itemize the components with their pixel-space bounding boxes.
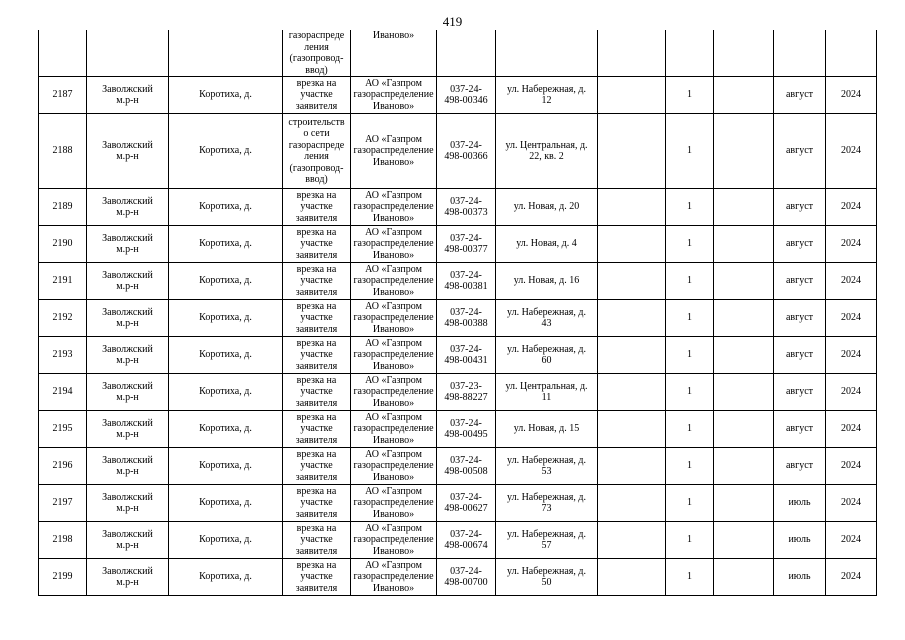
cell-locality: Коротиха, д. (169, 263, 283, 300)
cell-count: 1 (666, 77, 714, 114)
cell-empty (714, 448, 774, 485)
cell-work-type: врезка на участке заявителя (283, 263, 351, 300)
cell-address: ул. Набережная, д. 53 (496, 448, 598, 485)
cell-year: 2024 (826, 374, 877, 411)
table-row (39, 300, 877, 337)
cell-empty (598, 263, 666, 300)
cell-empty (714, 30, 774, 77)
cell-month: август (774, 263, 826, 300)
cell-num: 2189 (39, 189, 87, 226)
table-row (39, 226, 877, 263)
cell-empty (714, 374, 774, 411)
cell-num: 2199 (39, 559, 87, 596)
cell-address: ул. Новая, д. 16 (496, 263, 598, 300)
cell-empty (598, 411, 666, 448)
cell-empty (598, 30, 666, 77)
cell-count: 1 (666, 337, 714, 374)
cell-month: август (774, 337, 826, 374)
cell-year: 2024 (826, 559, 877, 596)
cell-district (87, 30, 169, 77)
cell-empty (714, 77, 774, 114)
cell-work-type: врезка на участке заявителя (283, 77, 351, 114)
cell-locality: Коротиха, д. (169, 226, 283, 263)
cell-locality (169, 30, 283, 77)
cell-locality: Коротиха, д. (169, 114, 283, 189)
table-row (39, 337, 877, 374)
cell-empty (598, 337, 666, 374)
cell-count: 1 (666, 114, 714, 189)
cell-month: август (774, 114, 826, 189)
cell-month: август (774, 448, 826, 485)
cell-address: ул. Центральная, д. 11 (496, 374, 598, 411)
cell-year (826, 30, 877, 77)
cell-organization: АО «Газпром газораспределение Иваново» (351, 374, 437, 411)
cell-address: ул. Новая, д. 20 (496, 189, 598, 226)
cell-locality: Коротиха, д. (169, 189, 283, 226)
cell-district: Заволжский м.р-н (87, 189, 169, 226)
cell-district: Заволжский м.р-н (87, 448, 169, 485)
cell-address: ул. Новая, д. 4 (496, 226, 598, 263)
cell-district: Заволжский м.р-н (87, 485, 169, 522)
cell-num: 2197 (39, 485, 87, 522)
cell-address: ул. Набережная, д. 60 (496, 337, 598, 374)
cell-count: 1 (666, 411, 714, 448)
cell-year: 2024 (826, 411, 877, 448)
cell-empty (598, 300, 666, 337)
cell-address: ул. Набережная, д. 50 (496, 559, 598, 596)
cell-num (39, 30, 87, 77)
cell-month: август (774, 411, 826, 448)
table-row (39, 485, 877, 522)
cell-district: Заволжский м.р-н (87, 300, 169, 337)
cell-code: 037-24- 498-00495 (437, 411, 496, 448)
cell-num: 2191 (39, 263, 87, 300)
cell-organization: АО «Газпром газораспределение Иваново» (351, 114, 437, 189)
cell-empty (598, 114, 666, 189)
cell-empty (598, 226, 666, 263)
table-row (39, 374, 877, 411)
cell-year: 2024 (826, 226, 877, 263)
cell-empty (598, 485, 666, 522)
cell-count: 1 (666, 448, 714, 485)
cell-num: 2196 (39, 448, 87, 485)
cell-empty (714, 485, 774, 522)
cell-year: 2024 (826, 337, 877, 374)
cell-code (437, 30, 496, 77)
table-row (39, 263, 877, 300)
cell-work-type: врезка на участке заявителя (283, 522, 351, 559)
cell-year: 2024 (826, 522, 877, 559)
cell-code: 037-24- 498-00366 (437, 114, 496, 189)
cell-organization: АО «Газпром газораспределение Иваново» (351, 300, 437, 337)
cell-code: 037-24- 498-00388 (437, 300, 496, 337)
cell-locality: Коротиха, д. (169, 77, 283, 114)
cell-address: ул. Новая, д. 15 (496, 411, 598, 448)
cell-work-type: врезка на участке заявителя (283, 374, 351, 411)
cell-district: Заволжский м.р-н (87, 411, 169, 448)
cell-code: 037-24- 498-00674 (437, 522, 496, 559)
cell-empty (598, 559, 666, 596)
cell-year: 2024 (826, 485, 877, 522)
cell-count: 1 (666, 485, 714, 522)
cell-code: 037-23- 498-88227 (437, 374, 496, 411)
cell-work-type: врезка на участке заявителя (283, 559, 351, 596)
table-row (39, 189, 877, 226)
cell-empty (714, 263, 774, 300)
cell-organization: АО «Газпром газораспределение Иваново» (351, 559, 437, 596)
cell-organization: АО «Газпром газораспределение Иваново» (351, 189, 437, 226)
cell-locality: Коротиха, д. (169, 374, 283, 411)
cell-year: 2024 (826, 189, 877, 226)
cell-empty (714, 411, 774, 448)
cell-organization: АО «Газпром газораспределение Иваново» (351, 226, 437, 263)
table-row (39, 411, 877, 448)
cell-code: 037-24- 498-00377 (437, 226, 496, 263)
cell-num: 2188 (39, 114, 87, 189)
cell-num: 2194 (39, 374, 87, 411)
cell-code: 037-24- 498-00700 (437, 559, 496, 596)
cell-work-type: врезка на участке заявителя (283, 226, 351, 263)
cell-empty (714, 300, 774, 337)
cell-locality: Коротиха, д. (169, 485, 283, 522)
cell-organization: АО «Газпром газораспределение Иваново» (351, 77, 437, 114)
cell-locality: Коротиха, д. (169, 522, 283, 559)
cell-count: 1 (666, 522, 714, 559)
cell-month: август (774, 77, 826, 114)
cell-month: июль (774, 522, 826, 559)
cell-district: Заволжский м.р-н (87, 374, 169, 411)
cell-organization: АО «Газпром газораспределение Иваново» (351, 411, 437, 448)
cell-organization: АО «Газпром газораспределение Иваново» (351, 522, 437, 559)
cell-code: 037-24- 498-00381 (437, 263, 496, 300)
cell-address: ул. Набережная, д. 43 (496, 300, 598, 337)
cell-empty (714, 114, 774, 189)
cell-organization: Иваново» (351, 30, 437, 77)
cell-count: 1 (666, 300, 714, 337)
cell-month: август (774, 300, 826, 337)
cell-code: 037-24- 498-00627 (437, 485, 496, 522)
cell-empty (714, 559, 774, 596)
cell-count: 1 (666, 226, 714, 263)
cell-year: 2024 (826, 114, 877, 189)
cell-work-type: врезка на участке заявителя (283, 485, 351, 522)
cell-organization: АО «Газпром газораспределение Иваново» (351, 263, 437, 300)
cell-district: Заволжский м.р-н (87, 114, 169, 189)
cell-address (496, 30, 598, 77)
cell-num: 2195 (39, 411, 87, 448)
cell-count: 1 (666, 559, 714, 596)
cell-locality: Коротиха, д. (169, 337, 283, 374)
cell-organization: АО «Газпром газораспределение Иваново» (351, 448, 437, 485)
cell-num: 2198 (39, 522, 87, 559)
cell-district: Заволжский м.р-н (87, 77, 169, 114)
cell-address: ул. Набережная, д. 73 (496, 485, 598, 522)
cell-empty (598, 522, 666, 559)
table-row (39, 559, 877, 596)
cell-organization: АО «Газпром газораспределение Иваново» (351, 485, 437, 522)
cell-district: Заволжский м.р-н (87, 337, 169, 374)
cell-empty (598, 77, 666, 114)
cell-month: июль (774, 559, 826, 596)
cell-district: Заволжский м.р-н (87, 559, 169, 596)
table-row-continued (39, 30, 877, 77)
cell-month: август (774, 226, 826, 263)
cell-empty (714, 522, 774, 559)
registry-table (38, 30, 877, 596)
cell-year: 2024 (826, 300, 877, 337)
cell-empty (714, 337, 774, 374)
cell-year: 2024 (826, 448, 877, 485)
cell-district: Заволжский м.р-н (87, 263, 169, 300)
cell-organization: АО «Газпром газораспределение Иваново» (351, 337, 437, 374)
cell-count: 1 (666, 374, 714, 411)
cell-empty (714, 189, 774, 226)
cell-locality: Коротиха, д. (169, 448, 283, 485)
cell-work-type: строительств о сети газораспреде ления (газопровод- ввод) (283, 114, 351, 189)
cell-address: ул. Набережная, д. 12 (496, 77, 598, 114)
cell-month: август (774, 189, 826, 226)
cell-year: 2024 (826, 77, 877, 114)
cell-work-type: врезка на участке заявителя (283, 189, 351, 226)
cell-num: 2193 (39, 337, 87, 374)
cell-code: 037-24- 498-00431 (437, 337, 496, 374)
cell-locality: Коротиха, д. (169, 411, 283, 448)
cell-address: ул. Центральная, д. 22, кв. 2 (496, 114, 598, 189)
cell-work-type: газораспреде ления (газопровод- ввод) (283, 30, 351, 77)
page-number: 419 (442, 14, 463, 29)
cell-work-type: врезка на участке заявителя (283, 337, 351, 374)
cell-district: Заволжский м.р-н (87, 522, 169, 559)
cell-empty (714, 226, 774, 263)
cell-empty (598, 189, 666, 226)
table-row (39, 114, 877, 189)
cell-count: 1 (666, 263, 714, 300)
cell-empty (598, 374, 666, 411)
cell-code: 037-24- 498-00346 (437, 77, 496, 114)
table-row (39, 522, 877, 559)
cell-district: Заволжский м.р-н (87, 226, 169, 263)
cell-code: 037-24- 498-00373 (437, 189, 496, 226)
cell-work-type: врезка на участке заявителя (283, 448, 351, 485)
cell-work-type: врезка на участке заявителя (283, 411, 351, 448)
table-row (39, 77, 877, 114)
cell-num: 2192 (39, 300, 87, 337)
cell-count (666, 30, 714, 77)
cell-empty (598, 448, 666, 485)
cell-locality: Коротиха, д. (169, 300, 283, 337)
cell-month: август (774, 374, 826, 411)
cell-month (774, 30, 826, 77)
table-row (39, 448, 877, 485)
cell-work-type: врезка на участке заявителя (283, 300, 351, 337)
cell-num: 2187 (39, 77, 87, 114)
cell-num: 2190 (39, 226, 87, 263)
cell-count: 1 (666, 189, 714, 226)
cell-year: 2024 (826, 263, 877, 300)
cell-locality: Коротиха, д. (169, 559, 283, 596)
cell-code: 037-24- 498-00508 (437, 448, 496, 485)
cell-address: ул. Набережная, д. 57 (496, 522, 598, 559)
cell-month: июль (774, 485, 826, 522)
